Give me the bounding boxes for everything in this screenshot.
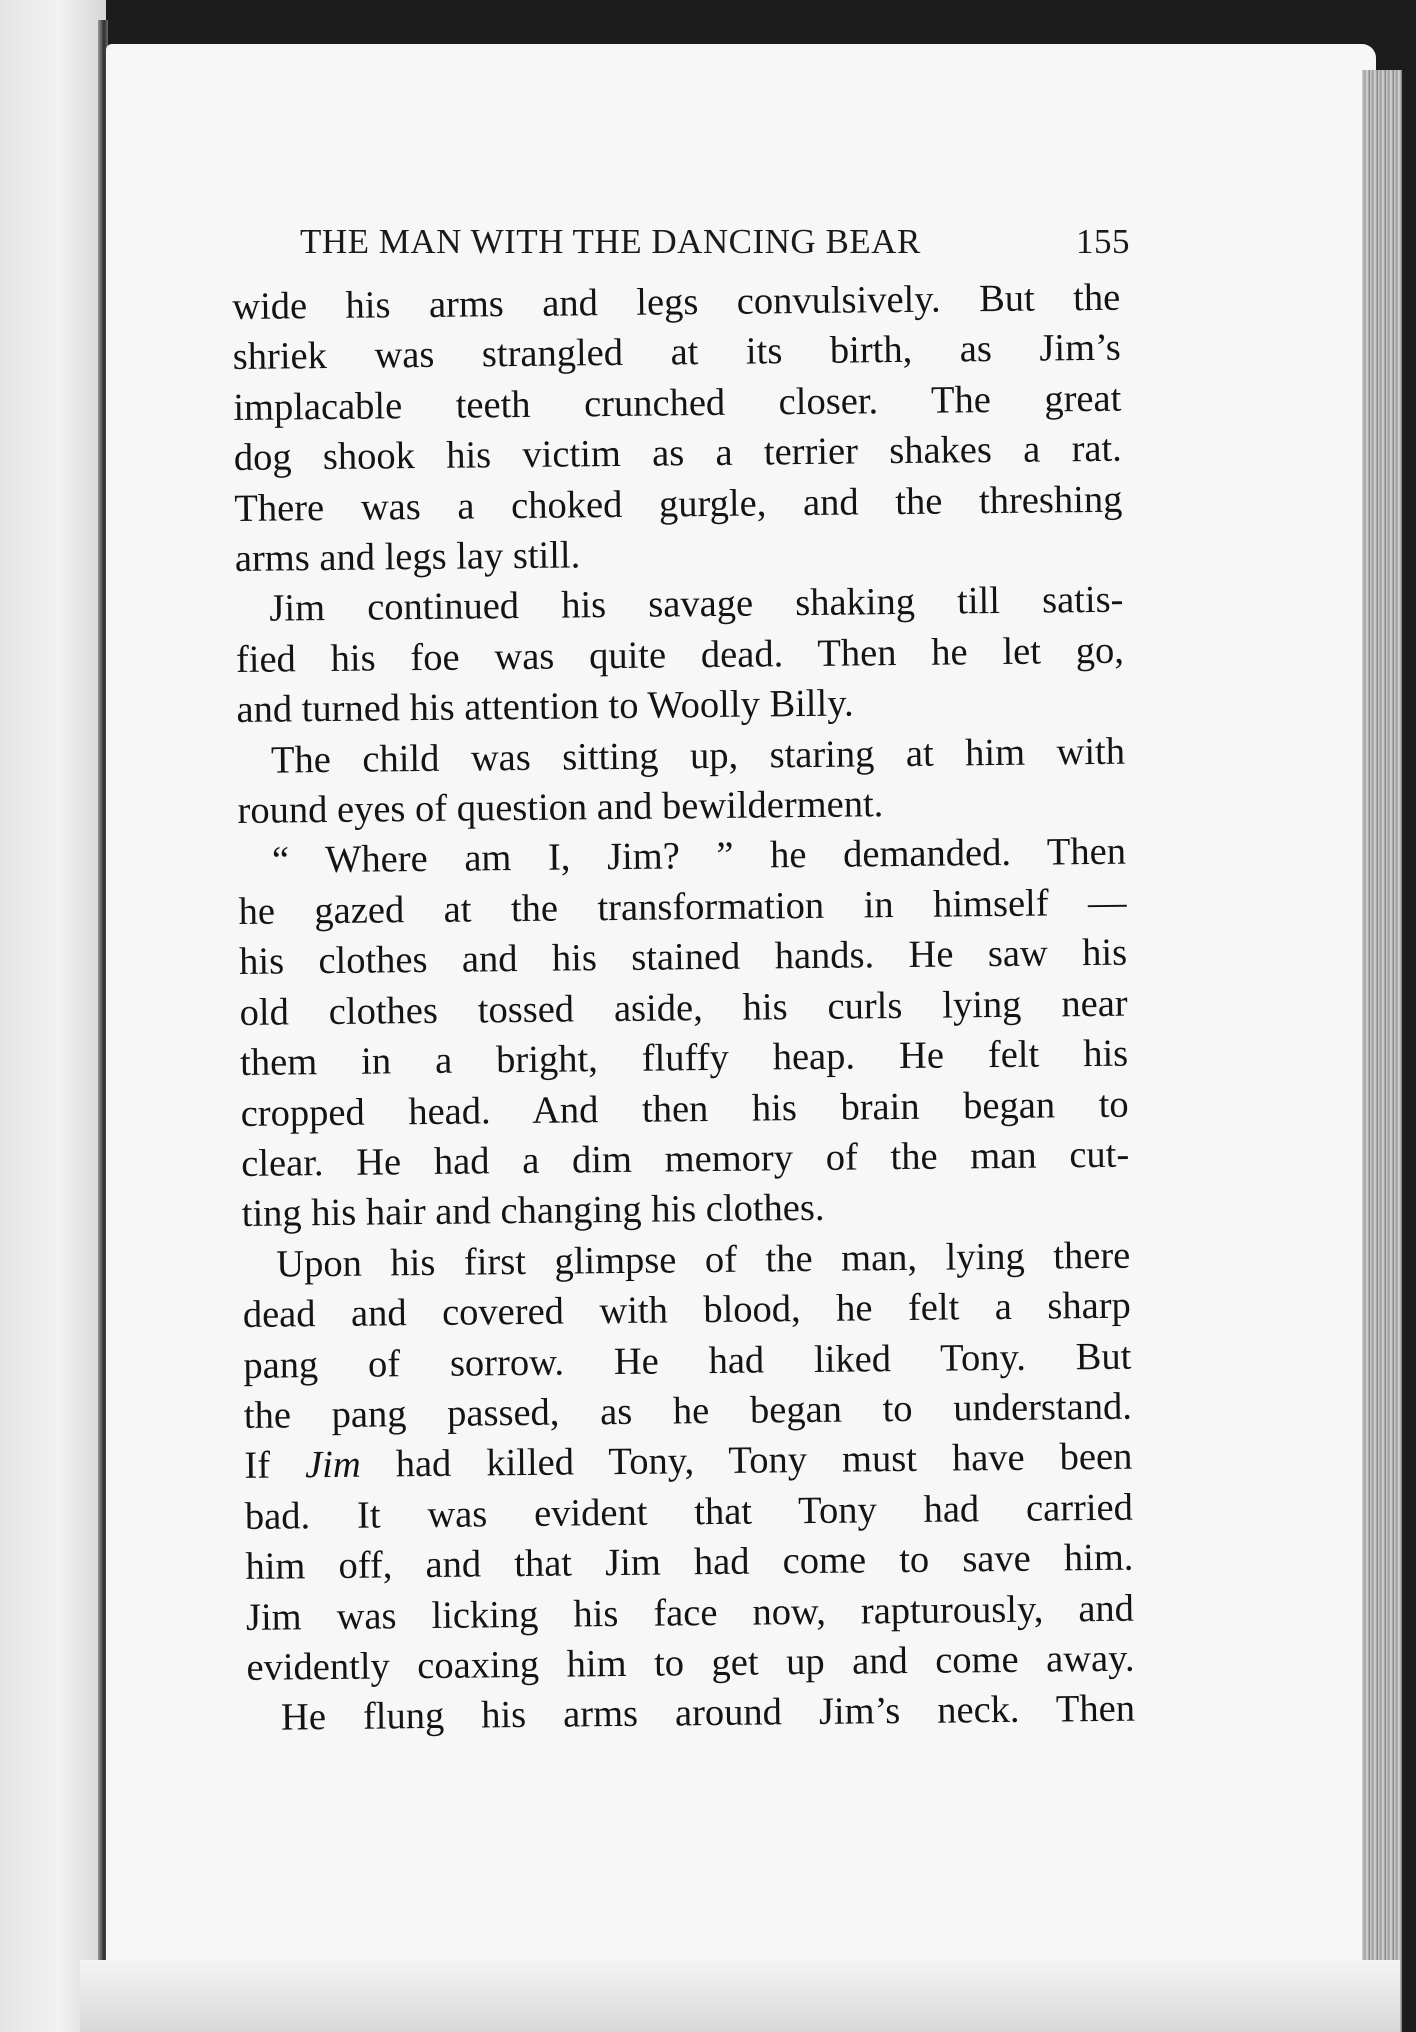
text-line: “ Where am I, Jim? ” he demanded. Then [271,831,1127,883]
text-line: them in a bright, fluffy heap. He felt his [239,1032,1129,1085]
page-number: 155 [1076,222,1130,261]
text-line: dog shook his victim as a terrier shakes a rat. [233,427,1123,480]
page-edges [1362,70,1402,2032]
text-line: implacable teeth crunched closer. The great [233,377,1122,429]
text-line: Jim was licking his face now, rapturously, and [245,1587,1135,1639]
text-line: Jim continued his savage shaking till satis- [269,579,1124,631]
text-line: He flung his arms around Jim’s neck. Then [280,1687,1136,1739]
text-line: wide his arms and legs convulsively. But the [232,276,1121,328]
text-line: bad. It was evident that Tony had carried [244,1486,1134,1538]
text-line: pang of sorrow. He had liked Tony. But [243,1335,1132,1387]
running-head [300,216,1130,272]
text-line: old clothes tossed aside, his curls lying near [239,982,1128,1034]
italic-name: Jim [304,1444,361,1487]
text-line: cropped head. And then his brain began to [240,1083,1129,1135]
text-line: he gazed at the transformation in himself — [238,881,1127,933]
text-fragment: If [244,1444,306,1488]
text-line: him off, and that Jim had come to save him. [245,1536,1134,1589]
text-line: the pang passed, as he began to understand. [243,1385,1133,1437]
text-line: fied his foe was quite dead. Then he let go, [235,629,1125,681]
body-text [232,273,1135,1744]
text-line: There was a choked gurgle, and the threshing [234,478,1123,530]
text-line: and turned his attention to Woolly Billy. [236,682,854,732]
text-line: Upon his first glimpse of the man, lying there [276,1234,1131,1286]
text-line: round eyes of question and bewilderment. [237,783,884,833]
text-line: The child was sitting up, staring at him with [270,730,1126,782]
text-line: dead and covered with blood, he felt a sharp [242,1284,1131,1337]
text-line: clear. He had a dim memory of the man cut- [241,1133,1130,1185]
text-line: his clothes and his stained hands. He saw his [238,931,1128,984]
page-bottom-strip [80,1960,1400,2032]
text-line-with-italic [244,1432,1132,1492]
text-line: evidently coaxing him to get up and come away. [246,1637,1135,1689]
text-fragment: had killed Tony, Tony must have been [360,1435,1133,1487]
running-head-title: THE MAN WITH THE DANCING BEAR [300,222,921,261]
text-line: arms and legs lay still. [234,534,581,581]
text-line: ting his hair and changing his clothes. [241,1187,825,1236]
text-line: shriek was strangled at its birth, as Jim’s [232,327,1121,379]
facing-page-edge [0,0,106,2032]
